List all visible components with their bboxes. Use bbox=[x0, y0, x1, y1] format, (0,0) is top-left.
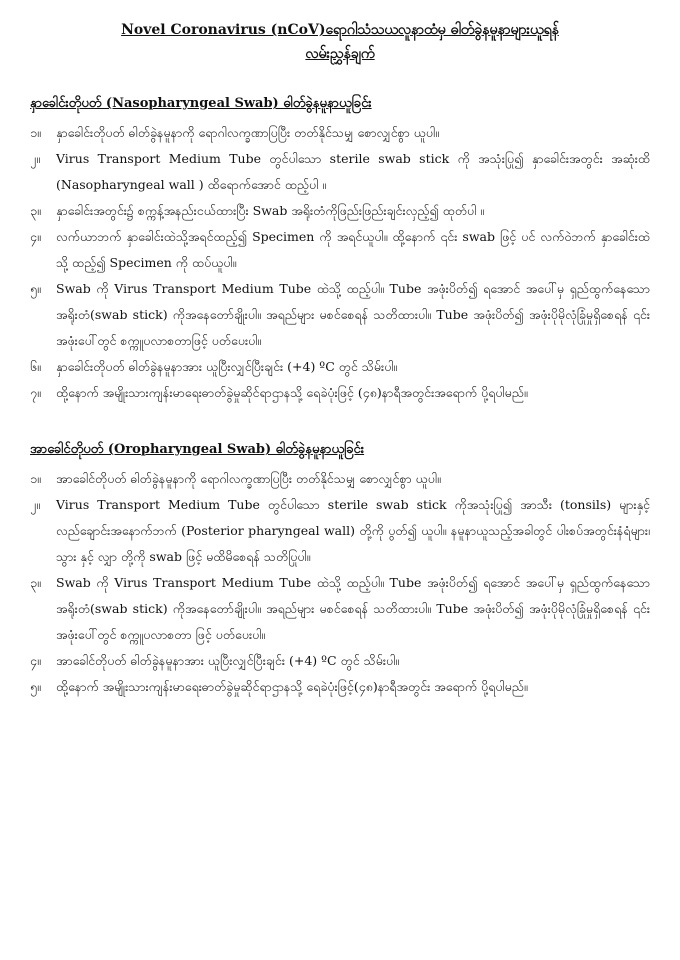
list-item bbox=[30, 492, 650, 570]
step-number: ၇။ bbox=[30, 385, 41, 400]
title-line-2: လမ်းညွှန်ချက် bbox=[305, 46, 375, 62]
step-text: Virus Transport Medium Tube တွင်ပါသော sterile swab stick ကိုအသုံးပြု၍ အာသီး (tonsils) များနှင့် လည်ချောင်းအနောက်ဘက် (Posterior pharyngeal wall) တို့ကို ပွတ်၍ ယူပါ။ နမူနာယူသည့်အခါတွင် ပါးစပ်အတွင်းနံရံများ၊ သွား နှင့် လျှာ တို့ကို swab ဖြင့် မထိမိစေရန် သတိပြုပါ။ bbox=[56, 497, 650, 564]
section-nasopharyngeal-swab bbox=[30, 94, 650, 406]
step-number: ၂။ bbox=[30, 497, 40, 512]
list-item bbox=[30, 674, 650, 700]
step-text: ထို့နောက် အမျိုးသားကျန်းမာရေးဓာတ်ခွဲမှုဆိုင်ရာဌာနသို့ ရေခဲပုံးဖြင့် (၄၈)နာရီအတွင်းအရောက် ပို့ရပါမည်။ bbox=[56, 385, 528, 400]
list-item bbox=[30, 380, 650, 406]
step-number: ၄။ bbox=[30, 229, 41, 244]
step-text: လက်ယာဘက် နှာခေါင်းထဲသို့အရင်ထည့်၍ Specimen ကို အရင်ယူပါ။ ထို့နောက် ၎င်း swab ဖြင့် ပင် လက်ဝဲဘက် နှာခေါင်းထဲသို့ ထည့်၍ Specimen ကို ထပ်ယူပါ။ bbox=[56, 229, 651, 270]
list-item bbox=[30, 120, 650, 146]
step-number: ၁။ bbox=[30, 471, 41, 486]
step-text: Swab ကို Virus Transport Medium Tube ထဲသို့ ထည့်ပါ။ Tube အဖုံးပိတ်၍ ရအောင် အပေါ်မှ ရှည်ထွက်နေသော အရိုးတံ(swab stick) ကိုအနေတော်ချိုးပါ။ အရည်များ မစင်စေရန် သတိထားပါ။ Tube အဖုံးပိတ်၍ အဖုံးပိုမိုလုံခြုံမှုရှိစေရန် ၎င်းအဖုံးပေါ်တွင် စက္ကူပလာစတာဖြင့် ပတ်ပေးပါ။ bbox=[56, 281, 650, 348]
step-number: ၆။ bbox=[30, 359, 41, 374]
step-number: ၃။ bbox=[30, 203, 41, 218]
list-item bbox=[30, 570, 650, 648]
section-heading: အာခေါင်တိုပတ် (Oropharyngeal Swab) ဓါတ်ခွဲနမူနာယူခြင်း bbox=[30, 442, 365, 457]
list-item bbox=[30, 198, 650, 224]
step-text: နှာခေါင်းတိုပတ် ဓါတ်ခွဲနမူနာကို ရောဂါလက္ခဏာပြပြီး တတ်နိုင်သမျှ စောလျှင်စွာ ယူပါ။ bbox=[56, 125, 439, 140]
step-number: ၅။ bbox=[30, 281, 41, 296]
list-item bbox=[30, 146, 650, 198]
section-heading: နှာခေါင်းတိုပတ် (Nasopharyngeal Swab) ဓါတ်ခွဲနမူနာယူခြင်း bbox=[30, 96, 372, 111]
step-text: အာခေါင်တိုပတ် ဓါတ်ခွဲနမူနာကို ရောဂါလက္ခဏာပြပြီး တတ်နိုင်သမျှ စောလျှင်စွာ ယူပါ။ bbox=[56, 471, 441, 486]
step-list bbox=[30, 466, 650, 700]
list-item bbox=[30, 648, 650, 674]
step-text: Virus Transport Medium Tube တွင်ပါသော sterile swab stick ကို အသုံးပြု၍ နှာခေါင်းအတွင်း အဆုံးထိ (Nasopharyngeal wall ) ထိရောက်အောင် ထည့်ပါ ။ bbox=[56, 151, 650, 192]
step-text: Swab ကို Virus Transport Medium Tube ထဲသို့ ထည့်ပါ။ Tube အဖုံးပိတ်၍ ရအောင် အပေါ်မှ ရှည်ထွက်နေသော အရိုးတံ(swab stick) ကိုအနေတော်ချိုးပါ။ အရည်များ မစင်စေရန် သတိထားပါ။ Tube အဖုံးပိတ်၍ အဖုံးပိုမိုလုံခြုံမှုရှိစေရန် ၎င်းအဖုံးပေါ်တွင် စက္ကူပလာစတာ ဖြင့် ပတ်ပေးပါ။ bbox=[56, 575, 650, 642]
step-number: ၂။ bbox=[30, 151, 40, 166]
section-oropharyngeal-swab bbox=[30, 440, 650, 700]
step-number: ၅။ bbox=[30, 679, 41, 694]
step-text: နှာခေါင်းအတွင်း၌ စက္ကန့်အနည်းငယ်ထားပြီး Swab အရိုးတံကိုဖြည်းဖြည်းချင်းလှည့်၍ ထုတ်ပါ ။ bbox=[56, 203, 485, 218]
step-text: နှာခေါင်းတိုပတ် ဓါတ်ခွဲနမူနာအား ယူပြီးလျှင်ပြီးချင်း (+4) ºC တွင် သိမ်းပါ။ bbox=[56, 359, 398, 374]
step-list bbox=[30, 120, 650, 406]
step-number: ၃။ bbox=[30, 575, 41, 590]
step-number: ၁။ bbox=[30, 125, 41, 140]
title-line-1: Novel Coronavirus (nCoV)ရောဂါသံသယလူနာထံမှ ဓါတ်ခွဲနမူနာများယူရန် bbox=[121, 22, 559, 38]
list-item bbox=[30, 224, 650, 276]
step-number: ၄။ bbox=[30, 653, 41, 668]
list-item bbox=[30, 354, 650, 380]
list-item bbox=[30, 276, 650, 354]
step-text: ထို့နောက် အမျိုးသားကျန်းမာရေးဓာတ်ခွဲမှုဆိုင်ရာဌာနသို့ ရေခဲပုံးဖြင့်(၄၈)နာရီအတွင်း အရောက် ပို့ရပါမည်။ bbox=[56, 679, 528, 694]
list-item bbox=[30, 466, 650, 492]
step-text: အာခေါင်တိုပတ် ဓါတ်ခွဲနမူနာအား ယူပြီးလျှင်ပြီးချင်း (+4) ºC တွင် သိမ်းပါ။ bbox=[56, 653, 400, 668]
document-title bbox=[30, 18, 650, 66]
